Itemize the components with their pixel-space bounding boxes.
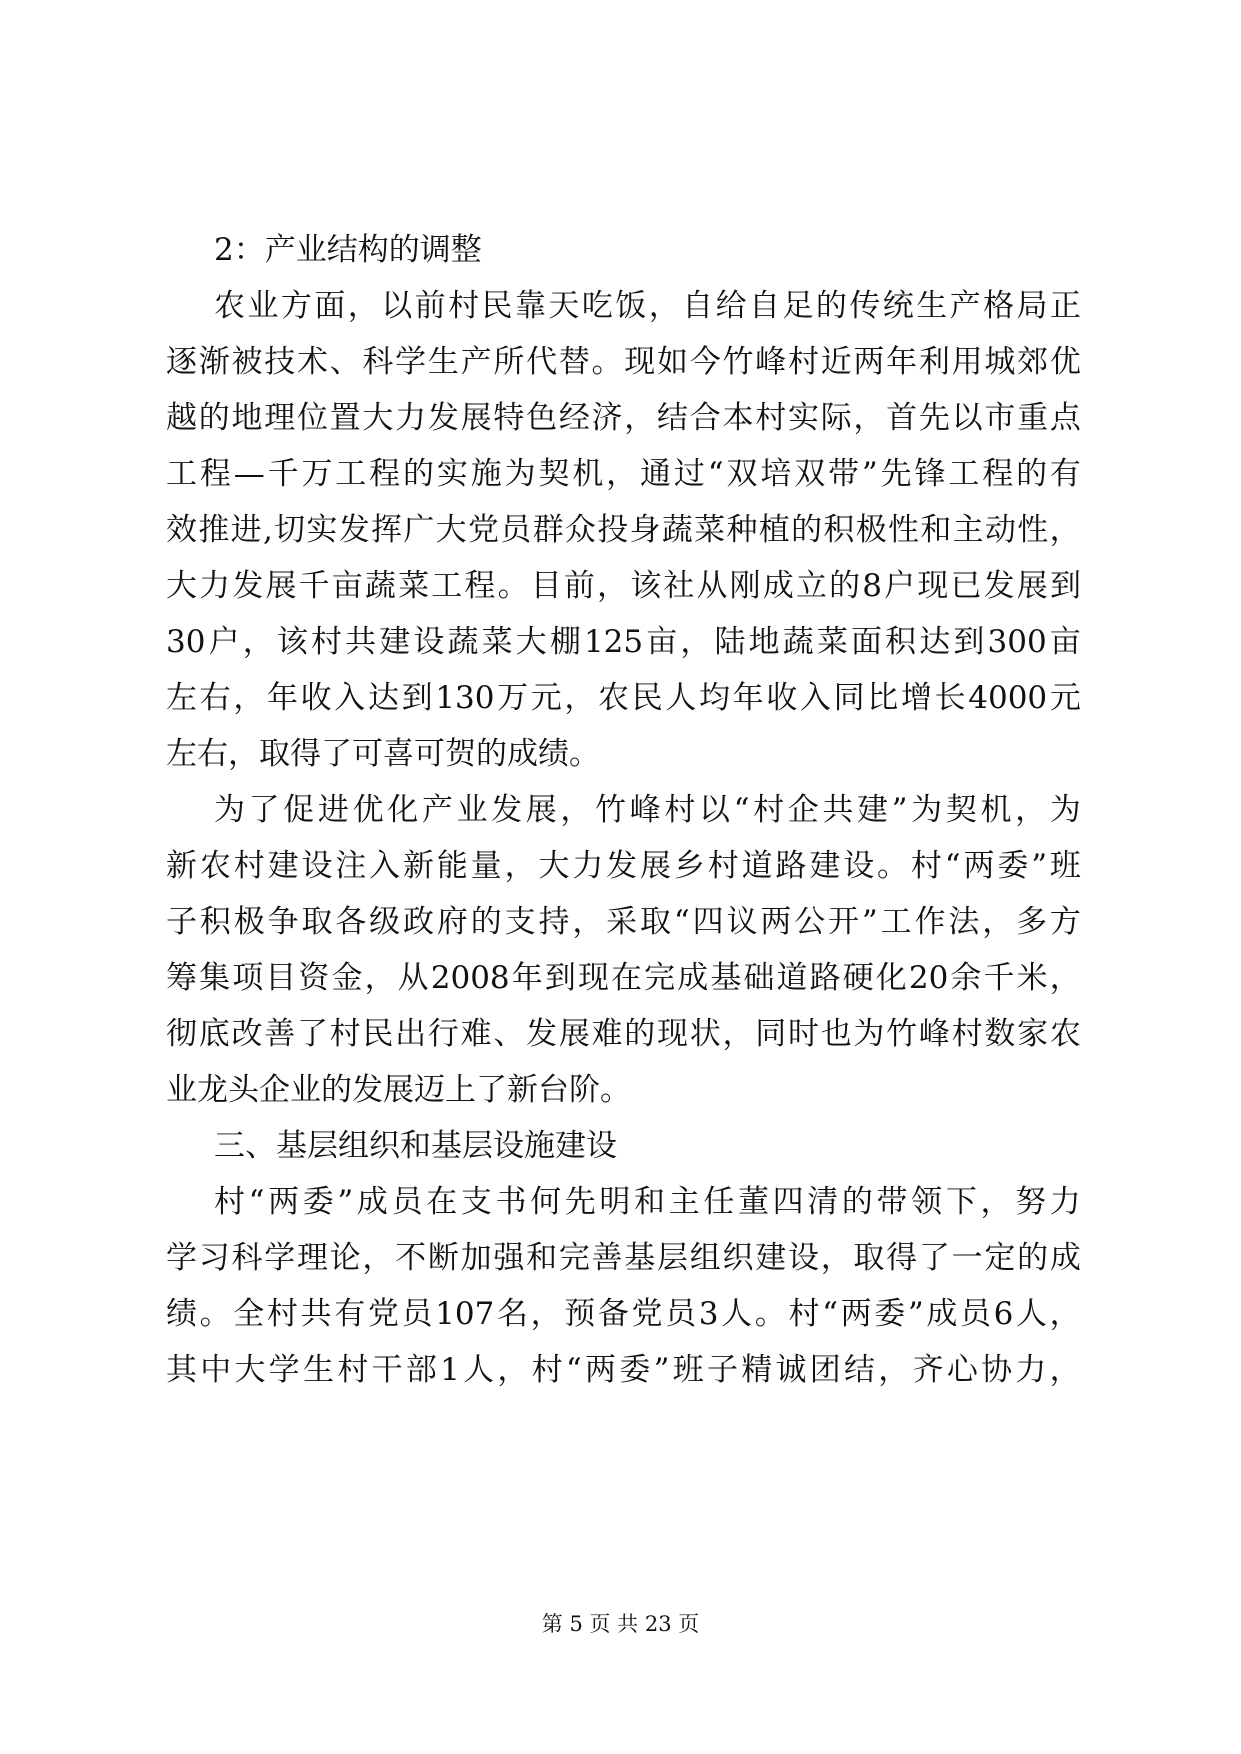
paragraph-line: 工 程 — 千 万 工 程 的 实 施 为 契 机 ， 通 过 “ 双 培 双 带 ” 先 锋 工 程 的 有 — [166, 456, 1081, 492]
paragraph-line: 大 力 发 展 千 亩 蔬 菜 工 程 。 目 前 ， 该 社 从 刚 成 立 的 8 户 现 已 发 展 到 — [166, 568, 1081, 604]
paragraph-line: 左右，取得了可喜可贺的成绩。 — [166, 736, 600, 772]
paragraph-line: 逐 渐 被 技 术 、 科 学 生 产 所 代 替 。 现 如 今 竹 峰 村 近 两 年 利 用 城 郊 优 — [166, 344, 1081, 380]
paragraph-line: 子 积 极 争 取 各 级 政 府 的 支 持 ， 采 取 “ 四 议 两 公 开 ” 工 作 法 ， 多 方 — [166, 904, 1081, 940]
paragraph-line: 新 农 村 建 设 注 入 新 能 量 ， 大 力 发 展 乡 村 道 路 建 设 。 村 “ 两 委 ” 班 — [166, 848, 1081, 884]
paragraph-line: 绩 。 全 村 共 有 党 员 107 名 ， 预 备 党 员 3 人 。 村 “ 两 委 ” 成 员 6 人 ， — [166, 1296, 1081, 1332]
paragraph-line: 越 的 地 理 位 置 大 力 发 展 特 色 经 济 ， 结 合 本 村 实 际 ， 首 先 以 市 重 点 — [166, 400, 1081, 436]
paragraph-line: 业龙头企业的发展迈上了新台阶。 — [166, 1072, 631, 1108]
page-number-footer: 第 5 页 共 23 页 — [541, 1612, 700, 1636]
paragraph-line: 学 习 科 学 理 论 ， 不 断 加 强 和 完 善 基 层 组 织 建 设 ， 取 得 了 一 定 的 成 — [166, 1240, 1081, 1276]
heading-grassroots-organization: 三、基层组织和基层设施建设 — [214, 1128, 617, 1164]
paragraph-line: 其 中 大 学 生 村 干 部 1 人 ， 村 “ 两 委 ” 班 子 精 诚 团 结 ， 齐 心 协 力 ， — [166, 1352, 1081, 1388]
paragraph-line: 为 了 促 进 优 化 产 业 发 展 ， 竹 峰 村 以 “ 村 企 共 建 ” 为 契 机 ， 为 — [214, 792, 1081, 828]
paragraph-line: 左 右 ， 年 收 入 达 到 130 万 元 ， 农 民 人 均 年 收 入 同 比 增 长 4000 元 — [166, 680, 1081, 716]
heading-industry-structure: 2：产业结构的调整 — [214, 232, 482, 268]
paragraph-line: 30 户 ， 该 村 共 建 设 蔬 菜 大 棚 125 亩 ， 陆 地 蔬 菜 面 积 达 到 300 亩 — [166, 624, 1081, 660]
paragraph-line: 彻 底 改 善 了 村 民 出 行 难 、 发 展 难 的 现 状 ， 同 时 也 为 竹 峰 村 数 家 农 — [166, 1016, 1081, 1052]
paragraph-line: 农 业 方 面 ， 以 前 村 民 靠 天 吃 饭 ， 自 给 自 足 的 传 统 生 产 格 局 正 — [214, 288, 1081, 324]
paragraph-line: 效 推 进 , 切 实 发 挥 广 大 党 员 群 众 投 身 蔬 菜 种 植 的 积 极 性 和 主 动 性 ， — [166, 512, 1081, 548]
paragraph-line: 筹 集 项 目 资 金 ， 从 2008 年 到 现 在 完 成 基 础 道 路 硬 化 20 余 千 米 ， — [166, 960, 1081, 996]
paragraph-line: 村 “ 两 委 ” 成 员 在 支 书 何 先 明 和 主 任 董 四 清 的 带 领 下 ， 努 力 — [214, 1184, 1081, 1220]
